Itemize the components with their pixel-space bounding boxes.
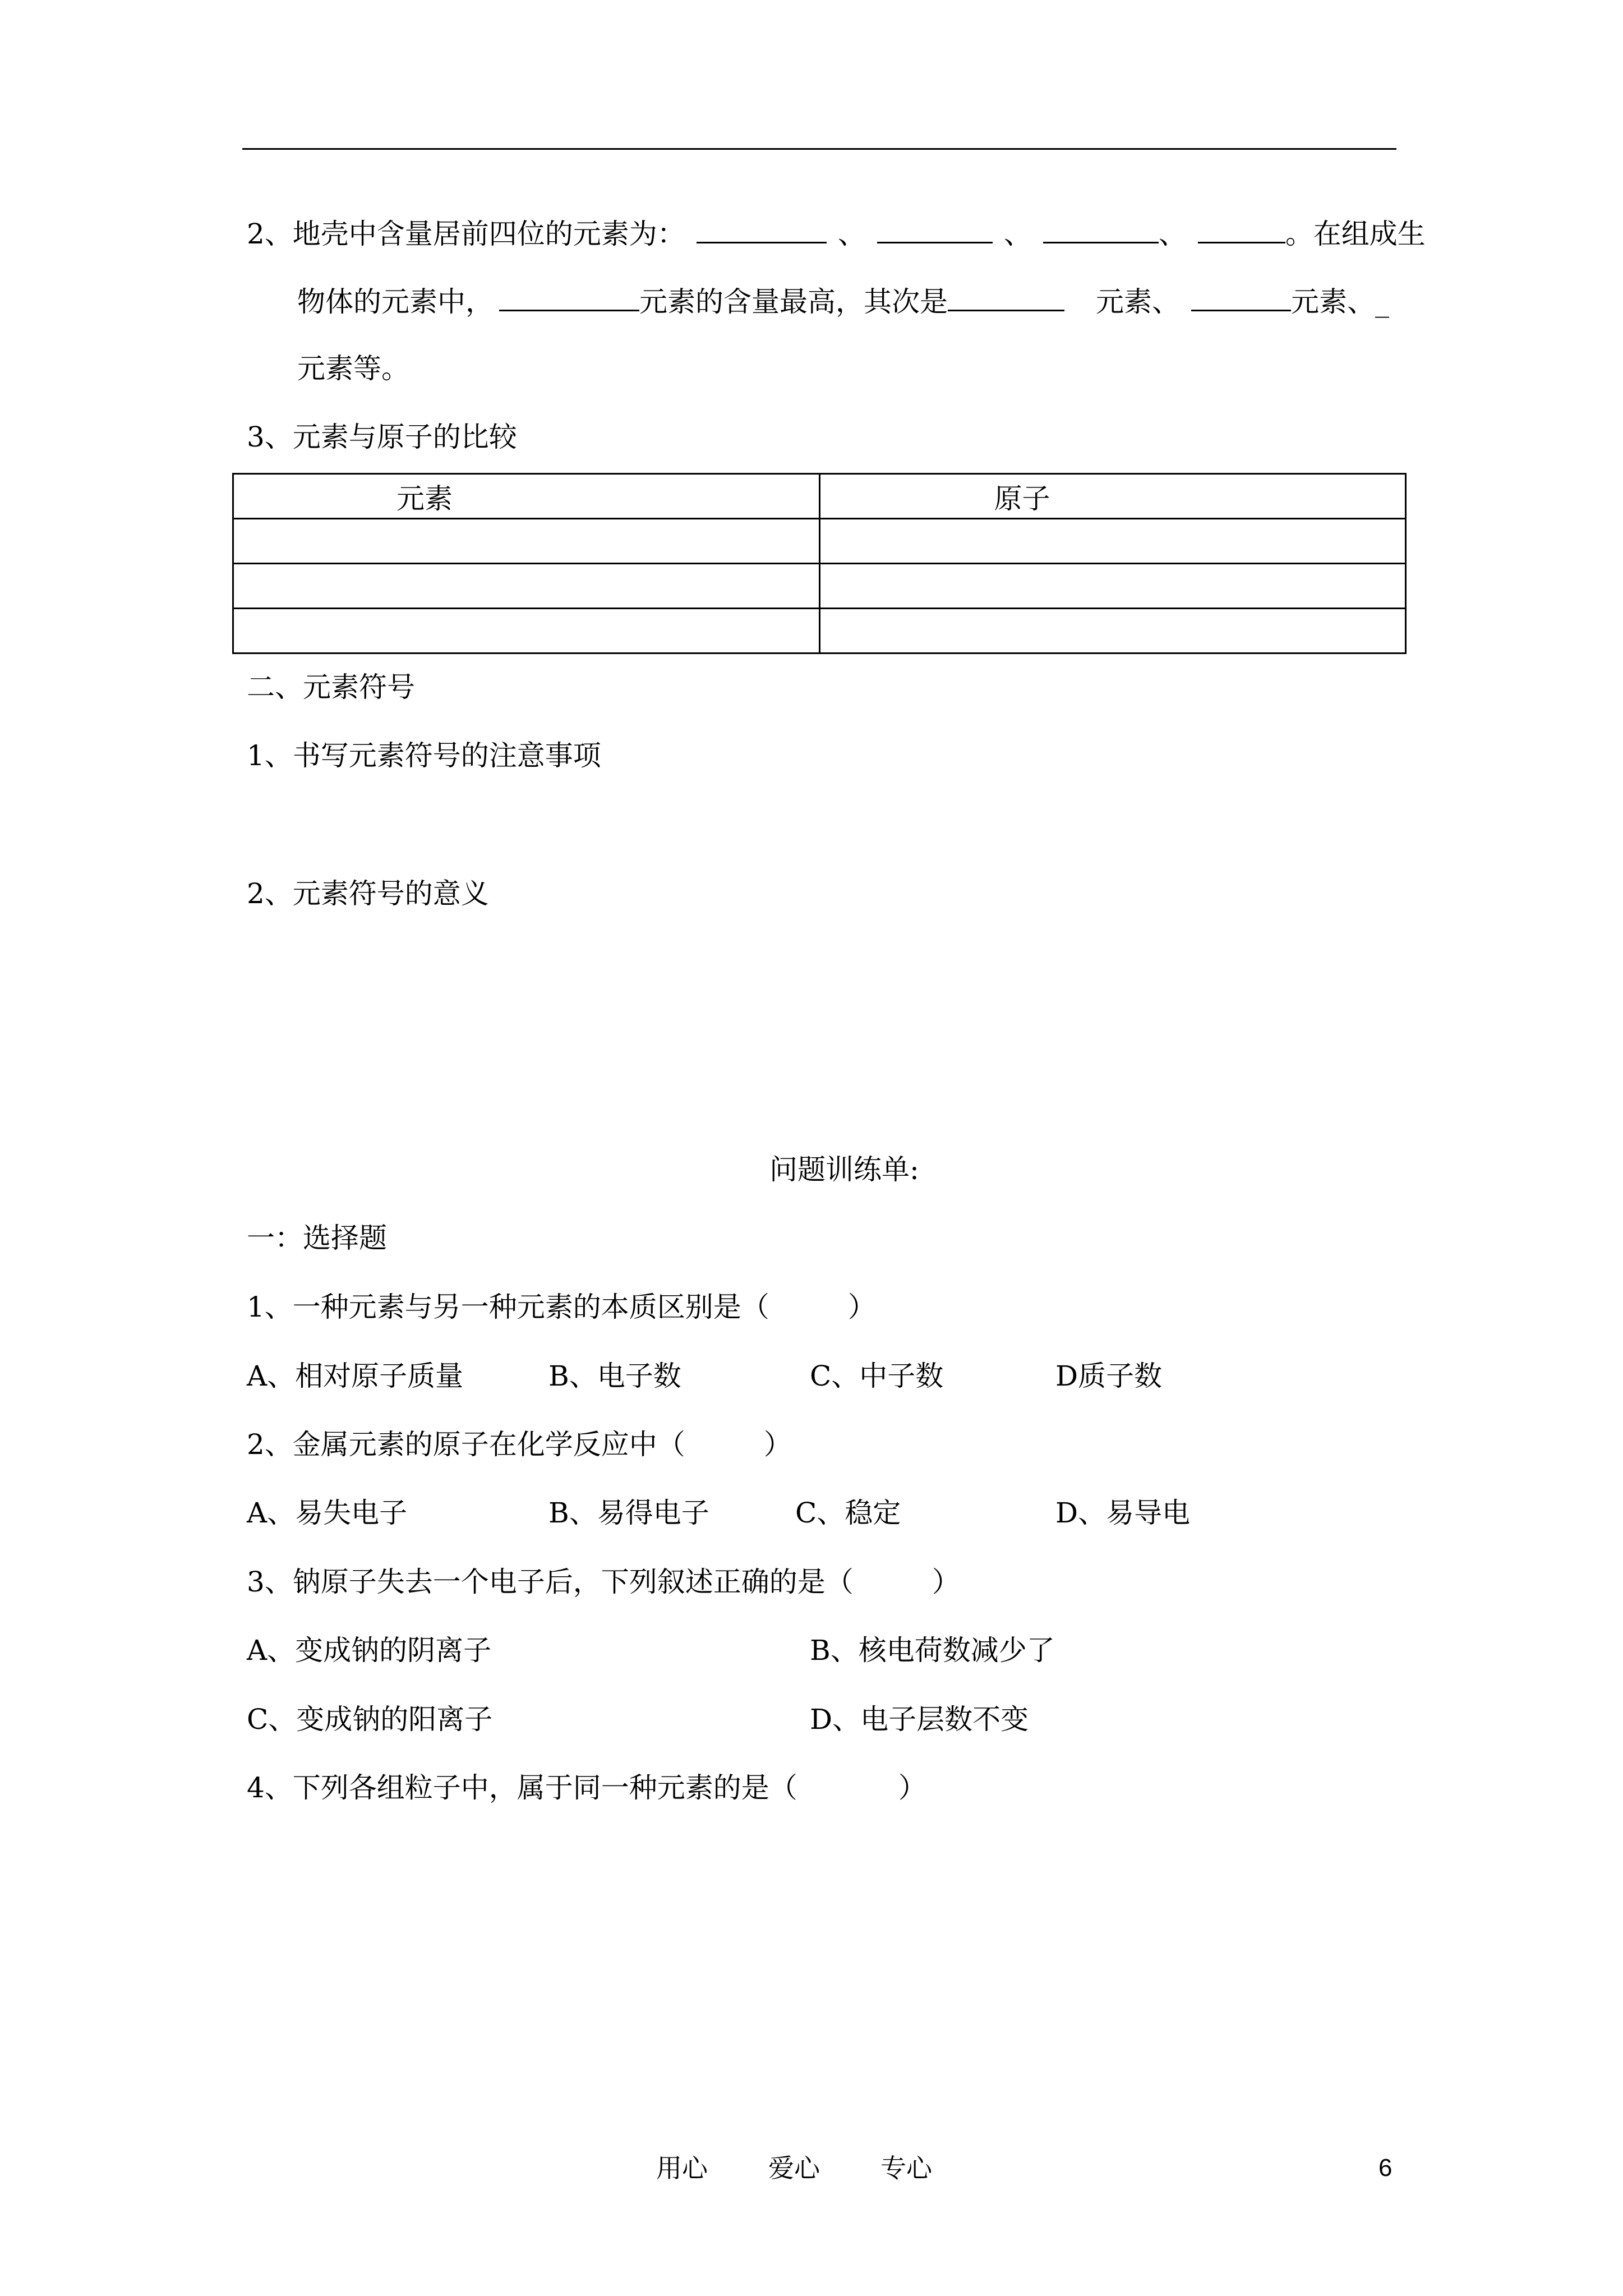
question-text: 2、金属元素的原子在化学反应中（: [247, 1428, 685, 1461]
question-1-stem: [247, 1293, 876, 1321]
page-number: 6: [1378, 2154, 1393, 2182]
q2-line2-mid2: 元素、: [1096, 286, 1180, 318]
fill-blank-6[interactable]: [948, 286, 1064, 311]
q1-option-c[interactable]: C、中子数: [810, 1360, 944, 1392]
question-text: 3、钠原子失去一个电子后，下列叙述正确的是（: [247, 1566, 854, 1598]
question-2-stem: [247, 1428, 792, 1461]
q1-option-b[interactable]: B、电子数: [548, 1360, 681, 1392]
table-header-element: 元素: [233, 474, 820, 519]
question-text: 4、下列各组粒子中，属于同一种元素的是（: [247, 1772, 797, 1804]
header-rule: [242, 148, 1396, 150]
q2-line1: [247, 218, 1426, 248]
q2-line2: [297, 286, 1389, 316]
q2-line2-mid1: 元素的含量最高，其次是: [639, 286, 948, 318]
fill-blank-7[interactable]: [1191, 286, 1291, 311]
table-cell[interactable]: [233, 609, 820, 654]
question-text: 1、一种元素与另一种元素的本质区别是（: [247, 1291, 769, 1323]
separator: 、: [837, 218, 866, 250]
table-cell[interactable]: [819, 519, 1406, 564]
question-4-stem: [247, 1774, 926, 1802]
q2-line2-prefix: 物体的元素中，: [297, 286, 494, 318]
paren-close: ）: [847, 1291, 876, 1323]
table-row: [233, 564, 1406, 609]
table-row: [233, 609, 1406, 654]
section2-item1: 1、书写元素符号的注意事项: [247, 739, 601, 772]
fill-blank-4[interactable]: [1198, 218, 1285, 243]
paren-close: ）: [932, 1566, 960, 1598]
fill-blank-3[interactable]: [1043, 218, 1159, 243]
table-cell[interactable]: [819, 609, 1406, 654]
q3-title: 3、元素与原子的比较: [247, 421, 517, 453]
q2-line2-mid3: 元素、: [1291, 286, 1375, 318]
q3-option-c[interactable]: C、变成钠的阳离子: [247, 1703, 493, 1736]
q2-line3: 元素等。: [297, 352, 409, 385]
comparison-table: [232, 473, 1407, 654]
q2-line1-prefix: 2、地壳中含量居前四位的元素为：: [247, 218, 685, 250]
q2-option-c[interactable]: C、稳定: [795, 1497, 901, 1529]
q1-option-d[interactable]: D质子数: [1055, 1360, 1163, 1392]
training-title: 问题训练单:: [769, 1153, 919, 1186]
paren-close: ）: [763, 1428, 792, 1461]
table-header-atom: 原子: [819, 474, 1406, 519]
q2-line1-suffix: 。在组成生: [1285, 218, 1426, 250]
separator: 、: [1158, 218, 1187, 250]
footer-motto-2: 爱心: [768, 2153, 820, 2183]
footer-motto-1: 用心: [656, 2153, 708, 2183]
paren-close: ）: [898, 1772, 926, 1804]
q1-option-a[interactable]: A、相对原子质量: [247, 1360, 464, 1392]
choice-section-heading: 一：选择题: [247, 1222, 387, 1254]
fill-blank-5[interactable]: [499, 286, 639, 311]
table-row: [233, 519, 1406, 564]
footer-motto-3: 专心: [880, 2153, 932, 2183]
q2-line2-tail: _: [1375, 286, 1389, 318]
question-3-stem: [247, 1568, 960, 1596]
q3-option-d[interactable]: D、电子层数不变: [810, 1703, 1029, 1736]
table-cell[interactable]: [819, 564, 1406, 609]
section2-heading: 二、元素符号: [247, 671, 415, 703]
separator: 、: [1003, 218, 1032, 250]
q3-option-b[interactable]: B、核电荷数减少了: [810, 1634, 1055, 1667]
table-cell[interactable]: [233, 519, 820, 564]
q2-option-b[interactable]: B、易得电子: [548, 1497, 709, 1529]
fill-blank-1[interactable]: [697, 218, 827, 243]
q2-option-d[interactable]: D、易导电: [1055, 1497, 1191, 1529]
table-header-row: [233, 474, 1406, 519]
q3-option-a[interactable]: A、变成钠的阴离子: [247, 1634, 492, 1667]
section2-item2: 2、元素符号的意义: [247, 877, 489, 910]
fill-blank-2[interactable]: [877, 218, 993, 243]
table-cell[interactable]: [233, 564, 820, 609]
q2-option-a[interactable]: A、易失电子: [247, 1497, 408, 1529]
